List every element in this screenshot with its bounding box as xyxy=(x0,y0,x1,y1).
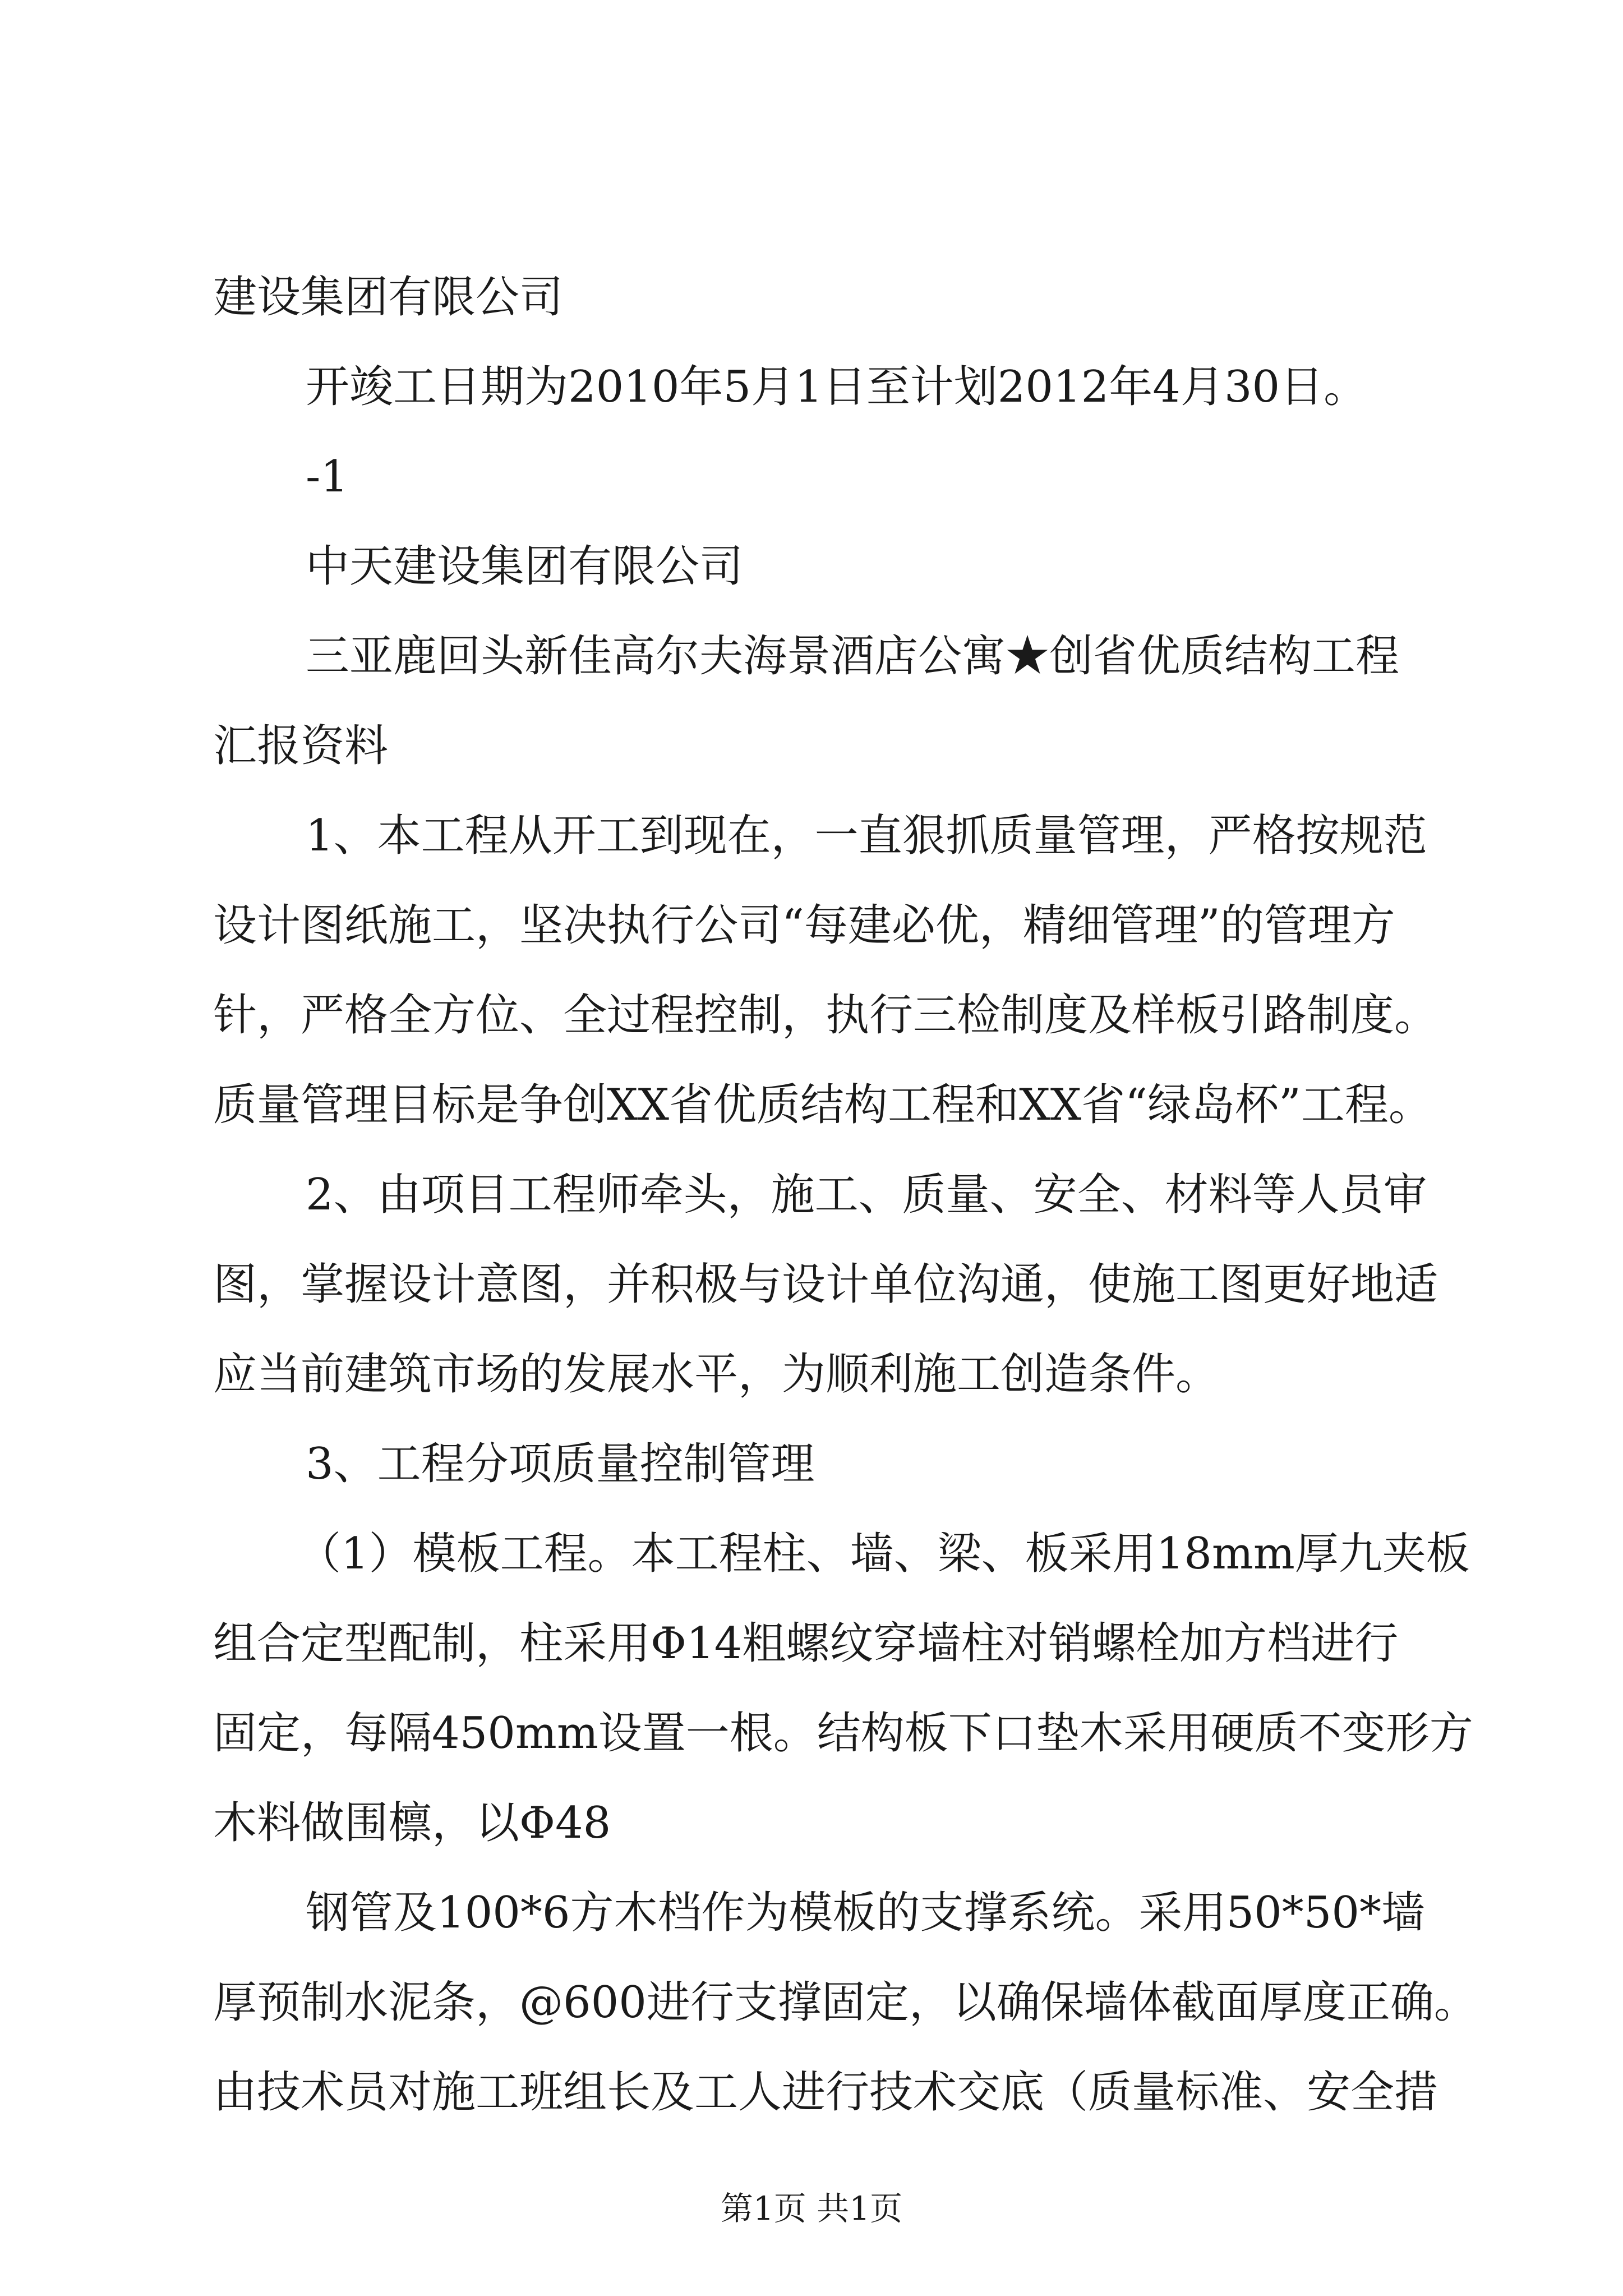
para2-line2: 图，掌握设计意图，并积极与设计单位沟通，使施工图更好地适 xyxy=(213,1259,1438,1310)
line-company-name: 中天建设集团有限公司 xyxy=(306,541,744,592)
para3-heading: 3、工程分项质量控制管理 xyxy=(306,1439,815,1489)
para5-line1: 钢管及100*6方木档作为模板的支撑系统。采用50*50*墙 xyxy=(306,1888,1426,1938)
para2-line3: 应当前建筑市场的发展水平，为顺利施工创造条件。 xyxy=(213,1349,1220,1400)
line-title: 三亚鹿回头新佳高尔夫海景酒店公寓★创省优质结构工程 xyxy=(306,631,1400,682)
line-schedule: 开竣工日期为2010年5月1日至计划2012年4月30日。 xyxy=(306,362,1368,412)
para5-line2: 厚预制水泥条，@600进行支撑固定，以确保墙体截面厚度正确。 xyxy=(213,1977,1478,2028)
para4-line2: 组合定型配制，柱采用Φ14粗螺纹穿墙柱对销螺栓加方档进行 xyxy=(213,1618,1399,1669)
para5-line3: 由技术员对施工班组长及工人进行技术交底（质量标准、安全措 xyxy=(213,2067,1438,2118)
line-page-marker: -1 xyxy=(306,452,348,502)
para1-line2: 设计图纸施工，坚决执行公司“每建必优，精细管理”的管理方 xyxy=(213,900,1395,951)
para4-line4: 木料做围檩，以Φ48 xyxy=(213,1798,611,1848)
para4-line3: 固定，每隔450mm设置一根。结构板下口垫木采用硬质不变形方 xyxy=(213,1708,1473,1759)
para1-line1: 1、本工程从开工到现在，一直狠抓质量管理，严格按规范 xyxy=(306,811,1427,861)
para4-line1: （1）模板工程。本工程柱、墙、梁、板采用18mm厚九夹板 xyxy=(297,1529,1470,1579)
line-company-fragment: 建设集团有限公司 xyxy=(213,272,564,323)
para1-line3: 针，严格全方位、全过程控制，执行三检制度及样板引路制度。 xyxy=(213,990,1438,1041)
para2-line1: 2、由项目工程师牵头，施工、质量、安全、材料等人员审 xyxy=(306,1170,1427,1220)
line-title-cont: 汇报资料 xyxy=(213,721,389,771)
page-footer: 第1页 共1页 xyxy=(720,2189,903,2228)
para1-line4: 质量管理目标是争创XX省优质结构工程和XX省“绿岛杯”工程。 xyxy=(213,1080,1432,1130)
